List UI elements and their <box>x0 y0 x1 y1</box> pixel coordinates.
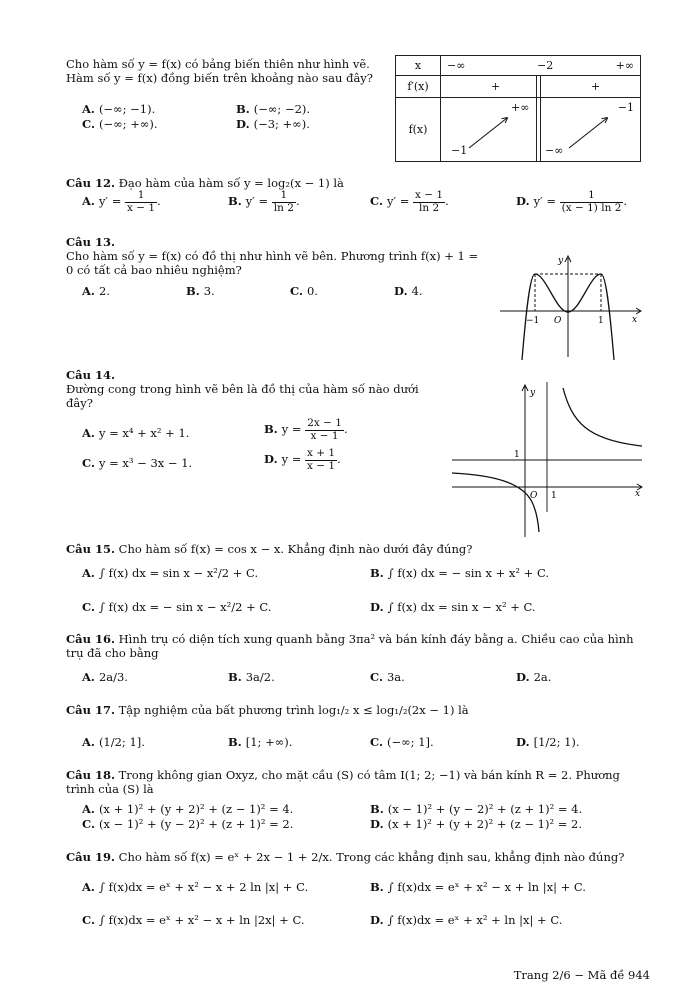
q17-option-b[interactable]: B. [1; +∞). <box>228 735 293 749</box>
q19-option-c[interactable]: C. ∫ f(x)dx = eˣ + x² − x + ln |2x| + C. <box>82 913 305 927</box>
question-17: Câu 17. Tập nghiệm của bất phương trình log₁/₂ x ≤ log₁/₂(2x − 1) là <box>66 703 469 717</box>
q14-graph <box>452 382 647 537</box>
q13-graph <box>500 252 650 360</box>
q19-option-d[interactable]: D. ∫ f(x)dx = eˣ + x² + ln |x| + C. <box>370 913 563 927</box>
vt-x-row: −∞ −2 +∞ <box>441 56 641 76</box>
question-14-number: Câu 14. <box>66 368 115 382</box>
q17-option-c[interactable]: C. (−∞; 1]. <box>370 735 434 749</box>
question-18: Câu 18. Trong không gian Oxyz, cho mặt cầu (S) có tâm I(1; 2; −1) và bán kính R = 2. Phương trình của (S) là <box>66 768 620 797</box>
q13-x-label: x <box>632 315 638 325</box>
q16-option-a[interactable]: A. 2a/3. <box>82 670 128 684</box>
page-footer: Trang 2/6 − Mã đề 944 <box>513 968 650 982</box>
vt-arrows <box>441 98 641 162</box>
q14-option-d[interactable]: D. y = $\frac{x + 1}{x - 1}$ . <box>264 447 341 472</box>
q11-option-c[interactable]: C. (−∞; +∞). <box>82 117 158 131</box>
q13-option-d[interactable]: D. 4. <box>394 284 423 298</box>
q17-option-d[interactable]: D. [1/2; 1). <box>516 735 580 749</box>
vt-x-label: x <box>396 56 441 76</box>
question-16: Câu 16. Hình trụ có diện tích xung quanh bằng 3πa² và bán kính đáy bằng a. Chiều cao của hình trụ đã cho bằng <box>66 632 634 661</box>
q16-option-b[interactable]: B. 3a/2. <box>228 670 275 684</box>
vt-fprime-row: + + <box>441 76 641 98</box>
q14-one-y-label: 1 <box>514 450 520 460</box>
q19-option-b[interactable]: B. ∫ f(x)dx = eˣ + x² − x + ln |x| + C. <box>370 880 586 894</box>
q15-option-d[interactable]: D. ∫ f(x) dx = sin x − x² + C. <box>370 600 536 614</box>
variation-table <box>395 55 641 162</box>
q14-option-c[interactable]: C. y = x³ − 3x − 1. <box>82 456 193 470</box>
q13-option-a[interactable]: A. 2. <box>82 284 110 298</box>
q14-origin-label: O <box>530 491 538 501</box>
q18-option-a[interactable]: A. (x + 1)² + (y + 2)² + (z − 1)² = 4. <box>82 802 294 816</box>
question-11-stem: Cho hàm số y = f(x) có bảng biến thiên như hình vẽ. Hàm số y = f(x) đồng biến trên khoảng nào sau đây? <box>66 57 373 86</box>
question-13-number: Câu 13. <box>66 235 115 249</box>
q14-option-b[interactable]: B. y = $\frac{2x - 1}{x - 1}$ . <box>264 417 348 442</box>
q15-option-b[interactable]: B. ∫ f(x) dx = − sin x + x² + C. <box>370 566 549 580</box>
q13-option-b[interactable]: B. 3. <box>186 284 215 298</box>
q14-y-label: y <box>530 388 536 398</box>
q12-option-a[interactable]: A. y′ = $\frac{1}{x - 1}$ . <box>82 189 161 214</box>
q14-one-x-label: 1 <box>551 491 557 501</box>
question-15: Câu 15. Cho hàm số f(x) = cos x − x. Khẳng định nào dưới đây đúng? <box>66 542 473 556</box>
q11-option-a[interactable]: A. (−∞; −1). <box>82 102 156 116</box>
q16-option-d[interactable]: D. 2a. <box>516 670 552 684</box>
q12-option-b[interactable]: B. y′ = $\frac{1}{\ln 2}$ . <box>228 189 300 214</box>
q17-option-a[interactable]: A. (1/2; 1]. <box>82 735 145 749</box>
vt-fx-row: −1 +∞ −∞ −1 <box>441 98 641 162</box>
q13-one-label: 1 <box>598 316 604 326</box>
question-19: Câu 19. Cho hàm số f(x) = eˣ + 2x − 1 + 2/x. Trong các khẳng định sau, khẳng định nào đúng? <box>66 850 625 864</box>
q18-option-c[interactable]: C. (x − 1)² + (y − 2)² + (z + 1)² = 2. <box>82 817 294 831</box>
question-12: Câu 12. Đạo hàm của hàm số y = log₂(x − 1) là <box>66 176 344 190</box>
q18-option-b[interactable]: B. (x − 1)² + (y − 2)² + (z + 1)² = 4. <box>370 802 583 816</box>
question-13-stem: Cho hàm số y = f(x) có đồ thị như hình vẽ bên. Phương trình f(x) + 1 = 0 có tất cả bao nhiêu nghiệm? <box>66 249 479 278</box>
q12-option-d[interactable]: D. y′ = $\frac{1}{(x - 1) \ln 2}$ . <box>516 189 628 214</box>
q14-option-a[interactable]: A. y = x⁴ + x² + 1. <box>82 426 190 440</box>
q14-x-label: x <box>635 489 641 499</box>
q15-option-a[interactable]: A. ∫ f(x) dx = sin x − x²/2 + C. <box>82 566 259 580</box>
q11-option-b[interactable]: B. (−∞; −2). <box>236 102 311 116</box>
q16-option-c[interactable]: C. 3a. <box>370 670 405 684</box>
q12-option-c[interactable]: C. y′ = $\frac{x - 1}{\ln 2}$ . <box>370 189 449 214</box>
q19-option-a[interactable]: A. ∫ f(x)dx = eˣ + x² − x + 2 ln |x| + C. <box>82 880 309 894</box>
q13-minus1-label: −1 <box>526 316 540 326</box>
vt-fx-label: f(x) <box>396 98 441 162</box>
q11-option-d[interactable]: D. (−3; +∞). <box>236 117 310 131</box>
q13-y-label: y <box>558 256 564 266</box>
q13-origin-label: O <box>554 316 562 326</box>
question-14-stem: Đường cong trong hình vẽ bên là đồ thị của hàm số nào dưới đây? <box>66 382 419 411</box>
q18-option-d[interactable]: D. (x + 1)² + (y + 2)² + (z − 1)² = 2. <box>370 817 582 831</box>
q13-option-c[interactable]: C. 0. <box>290 284 318 298</box>
q15-option-c[interactable]: C. ∫ f(x) dx = − sin x − x²/2 + C. <box>82 600 272 614</box>
vt-fprime-label: f′(x) <box>396 76 441 98</box>
